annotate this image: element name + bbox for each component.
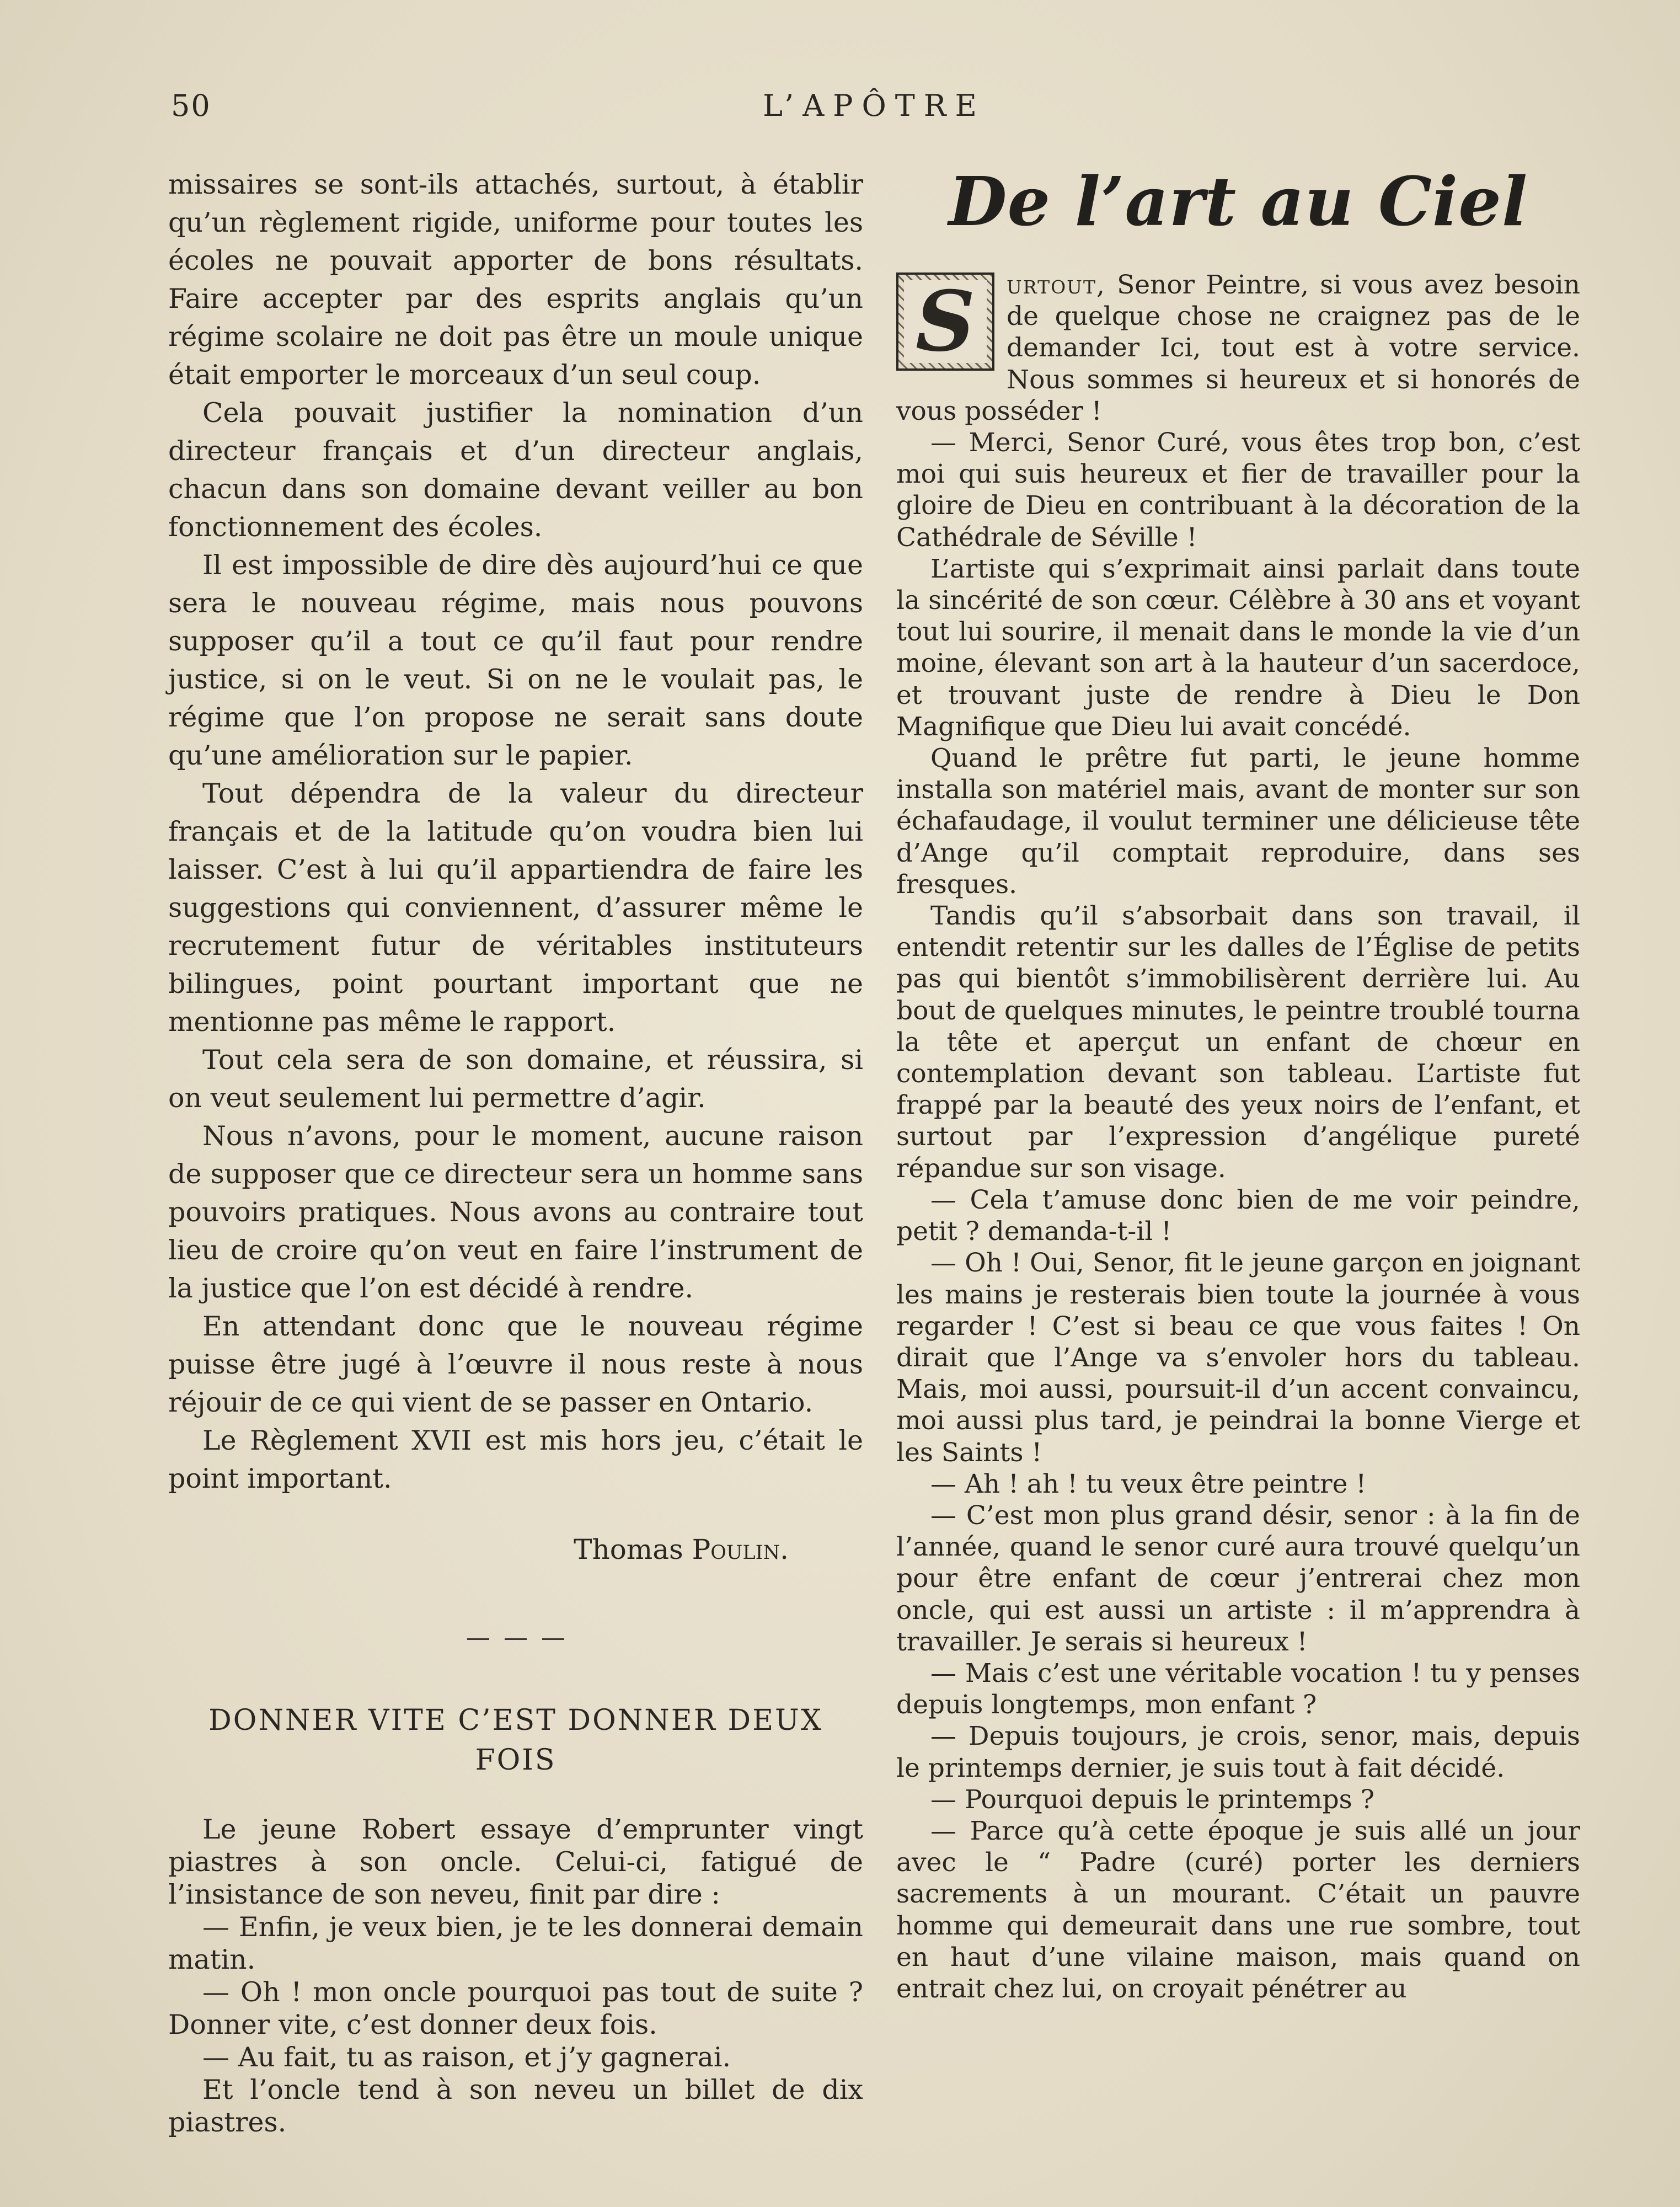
page-header xyxy=(171,88,1577,132)
section-title: DONNER VITE C’EST DONNER DEUX FOIS xyxy=(208,1704,823,1777)
ornamental-dropcap xyxy=(896,272,994,371)
right-column xyxy=(896,162,1580,2005)
paragraph: Tandis qu’il s’absorbait dans son travail, il entendit retentir sur les dalles de l’Église de petits pas qui bientôt s’immobilisèrent derrière lui. Au bout de quelques minutes, le peintre troublé tourna la tête et aperçut un enfant de chœur en contemplation devant son tableau. L’artiste fut frappé par la beauté des yeux noirs de l’enfant, et surtout par l’expression d’angélique pureté répandue sur son visage. xyxy=(896,901,1580,1184)
paragraph: Quand le prêtre fut parti, le jeune homme installa son matériel mais, avant de monter sur son échafaudage, il voulut terminer une délicieuse tête d’Ange qu’il comptait reproduire, dans ses fresques. xyxy=(896,743,1580,900)
opening-word: urtout, xyxy=(1007,270,1106,300)
paragraph: — Merci, Senor Curé, vous êtes trop bon, c’est moi qui suis heureux et fier de travailler pour la gloire de Dieu en contribuant à la décoration de la Cathédrale de Séville ! xyxy=(896,427,1580,553)
author-first-name: Thomas xyxy=(574,1533,692,1565)
paragraph: Le jeune Robert essaye d’emprunter vingt piastres à son oncle. Celui-ci, fatigué de l’insistance de son neveu, finit par dire : xyxy=(168,1814,863,1910)
paragraph: En attendant donc que le nouveau régime puisse être jugé à l’œuvre il nous reste à nous réjouir de ce qui vient de se passer en Ontario. xyxy=(168,1311,863,1418)
paragraph: — Depuis toujours, je crois, senor, mais, depuis le printemps dernier, je suis tout à fait décidé. xyxy=(896,1721,1580,1783)
author-signature xyxy=(168,1531,863,1569)
paragraph: Et l’oncle tend à son neveu un billet de dix piastres. xyxy=(168,2074,863,2138)
opening-text: Senor Peintre, si vous avez besoin de quelque chose ne craignez pas de le demander Ici, tout est à votre service. Nous sommes si heureux et si honorés de vous posséder ! xyxy=(896,270,1580,426)
paragraph: — Ah ! ah ! tu veux être peintre ! xyxy=(930,1468,1367,1499)
paragraph: — Cela t’amuse donc bien de me voir peindre, petit ? demanda-t-il ! xyxy=(896,1184,1580,1247)
paragraph: — Enfin, je veux bien, je te les donnerai demain matin. xyxy=(168,1911,863,1975)
running-title: L’APÔTRE xyxy=(763,88,986,123)
section-divider xyxy=(168,1618,863,1656)
paragraph: — C’est mon plus grand désir, senor : à la fin de l’année, quand le senor curé aura trouvé quelqu’un pour être enfant de cœur j’entrerai chez mon oncle, qui est aussi un artiste : il m’apprendra à travailler. Je serais si heureux ! xyxy=(896,1500,1580,1657)
paragraph-opening xyxy=(896,269,1580,427)
paragraph: Le Règlement XVII est mis hors jeu, c’était le point important. xyxy=(168,1425,863,1494)
paragraph: — Oh ! Oui, Senor, fit le jeune garçon en joignant les mains je resterais bien toute la journée à vous regarder ! C’est si beau ce que vous faites ! On dirait que l’Ange va s’envoler hors du tableau. Mais, moi aussi, poursuit-il d’un accent convaincu, moi aussi plus tard, je peindrai la bonne Vierge et les Saints ! xyxy=(896,1248,1580,1468)
paragraph: Nous n’avons, pour le moment, aucune raison de supposer que ce directeur sera un homme sans pouvoirs pratiques. Nous avons au contraire tout lieu de croire qu’on veut en faire l’instrument de la justice que l’on est décidé à rendre. xyxy=(168,1120,863,1304)
anecdote xyxy=(168,1813,863,2139)
paragraph: — Parce qu’à cette époque je suis allé un jour avec le “ Padre (curé) porter les derniers sacrements à un mourant. C’était un pauvre homme qui demeurait dans une rue sombre, tout en haut d’une vilaine maison, mais quand on entrait chez lui, on croyait pénétrer au xyxy=(896,1815,1580,2004)
paragraph: Tout cela sera de son domaine, et réussira, si on veut seulement lui permettre d’agir. xyxy=(168,1044,863,1114)
paragraph: — Oh ! mon oncle pourquoi pas tout de suite ? Donner vite, c’est donner deux fois. xyxy=(168,1976,863,2040)
paragraph: L’artiste qui s’exprimait ainsi parlait dans toute la sincérité de son cœur. Célèbre à 30 ans et voyant tout lui sourire, il menait dans le monde la vie d’un moine, élevant son art à la hauteur d’un sacerdoce, et trouvant juste de rendre à Dieu le Don Magnifique que Dieu lui avait concédé. xyxy=(896,553,1580,742)
dropcap-letter: S xyxy=(904,280,987,363)
page-number: 50 xyxy=(171,88,211,123)
left-column xyxy=(168,165,863,2139)
paragraph: Tout dépendra de la valeur du directeur français et de la latitude qu’on voudra bien lui laisser. C’est à lui qu’il appartiendra de faire les suggestions qui conviennent, d’assurer même le recrutement futur de véritables instituteurs bilingues, point pourtant important que ne mentionne pas même le rapport. xyxy=(168,778,863,1038)
article-title: De l’art au Ciel xyxy=(948,162,1528,241)
paragraph: — Pourquoi depuis le printemps ? xyxy=(930,1784,1374,1815)
paragraph: — Mais c’est une véritable vocation ! tu y penses depuis longtemps, mon enfant ? xyxy=(896,1658,1580,1720)
paragraph: missaires se sont-ils attachés, surtout, à établir qu’un règlement rigide, uniforme pour toutes les écoles ne pouvait apporter de bons résultats. Faire accepter par des esprits anglais qu’un régime scolaire ne doit pas être un moule unique était emporter le morceaux d’un seul coup. xyxy=(168,169,863,391)
paragraph: Cela pouvait justifier la nomination d’un directeur français et d’un directeur anglais, chacun dans son domaine devant veiller au bon fonctionnement des écoles. xyxy=(168,397,863,543)
paragraph: — Au fait, tu as raison, et j’y gagnerai. xyxy=(202,2042,731,2073)
paragraph: Il est impossible de dire dès aujourd’hui ce que sera le nouveau régime, mais nous pouvons supposer qu’il a tout ce qu’il faut pour rendre justice, si on le veut. Si on ne le voulait pas, le régime que l’on propose ne serait sans doute qu’une amélioration sur le papier. xyxy=(168,549,863,771)
author-last-name: Poulin. xyxy=(692,1533,789,1565)
